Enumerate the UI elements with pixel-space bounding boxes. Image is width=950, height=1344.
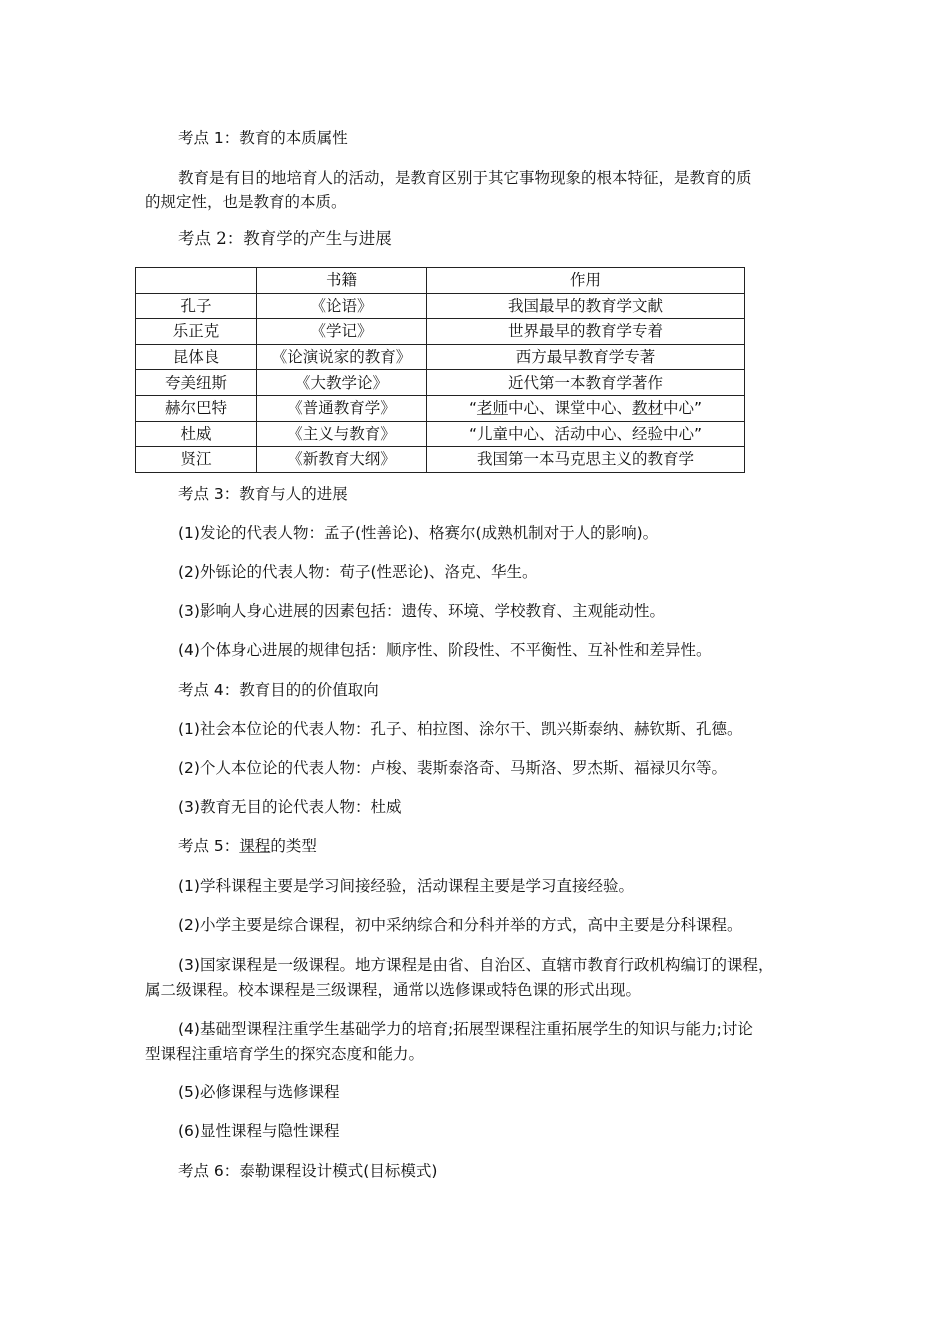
table-cell-person: 贤江	[136, 447, 257, 473]
section-4-item-2: (2)个人本位论的代表人物：卢梭、裴斯泰洛奇、马斯洛、罗杰斯、福禄贝尔等。	[178, 759, 727, 777]
teacher-link[interactable]: 老师	[476, 399, 508, 418]
section-5-item-4-line-2: 型课程注重培育学生的探究态度和能力。	[145, 1045, 425, 1063]
table-cell-book: 《主义与教育》	[257, 421, 427, 447]
table-cell-person: 杜威	[136, 421, 257, 447]
education-history-table	[135, 267, 745, 473]
section-5-item-3-line-2: 属二级课程。校本课程是三级课程，通常以选修课或特色课的形式出现。	[145, 981, 642, 999]
section-5-title	[178, 836, 317, 856]
section-5-item-6: (6)显性课程与隐性课程	[178, 1122, 340, 1140]
table-row	[136, 370, 745, 396]
section-5-title-suffix: 的类型	[270, 837, 317, 855]
table-row	[136, 447, 745, 473]
table-cell-role: 近代第一本教育学著作	[427, 370, 745, 396]
table-cell-book: 《论演说家的教育》	[257, 344, 427, 370]
table-cell-book: 《大教学论》	[257, 370, 427, 396]
section-4-item-3: (3)教育无目的论代表人物：杜威	[178, 798, 402, 816]
section-2-title: 考点 2：教育学的产生与进展	[178, 229, 392, 248]
table-cell-person: 孔子	[136, 293, 257, 319]
table-cell-role: 世界最早的教育学专着	[427, 319, 745, 345]
table-header-cell: 作用	[427, 268, 745, 294]
table-cell-person: 赫尔巴特	[136, 395, 257, 421]
herbart-role-quote-open: “	[468, 399, 477, 418]
table-cell-person: 乐正克	[136, 319, 257, 345]
section-3-item-4: (4)个体身心进展的规律包括：顺序性、阶段性、不平衡性、互补性和差异性。	[178, 641, 712, 659]
section-5-item-1: (1)学科课程主要是学习间接经验，活动课程主要是学习直接经验。	[178, 877, 634, 895]
section-3-item-2: (2)外铄论的代表人物：荀子(性恶论)、洛克、华生。	[178, 563, 538, 581]
section-5-title-prefix: 考点 5：	[178, 837, 240, 855]
table-cell-book: 《学记》	[257, 319, 427, 345]
section-3-item-1: (1)发论的代表人物：孟子(性善论)、格赛尔(成熟机制对于人的影响)。	[178, 524, 659, 542]
table-cell-book: 《普通教育学》	[257, 395, 427, 421]
table-header-cell: 书籍	[257, 268, 427, 294]
curriculum-link[interactable]: 课程	[239, 837, 271, 855]
section-1-paragraph-line-2: 的规定性，也是教育的本质。	[145, 193, 347, 211]
table-cell-role	[427, 395, 745, 421]
table-cell-role: 我国最早的教育学文献	[427, 293, 745, 319]
table-cell-person: 昆体良	[136, 344, 257, 370]
table-header-row	[136, 268, 745, 294]
table-cell-book: 《新教育大纲》	[257, 447, 427, 473]
section-1-title: 考点 1：教育的本质属性	[178, 129, 348, 147]
section-5-item-2: (2)小学主要是综合课程，初中采纳综合和分科并举的方式，高中主要是分科课程。	[178, 916, 743, 934]
section-5-item-4-line-1: (4)基础型课程注重学生基础学力的培育;拓展型课程注重拓展学生的知识与能力;讨论	[178, 1020, 753, 1038]
table-row	[136, 395, 745, 421]
textbook-link[interactable]: 教材	[632, 399, 664, 418]
table-row	[136, 421, 745, 447]
section-5-item-3-line-1: (3)国家课程是一级课程。地方课程是由省、自治区、直辖市教育行政机构编订的课程，	[178, 956, 774, 974]
herbart-role-middle: 中心、课堂中心、	[507, 399, 632, 418]
section-3-item-3: (3)影响人身心进展的因素包括：遗传、环境、学校教育、主观能动性。	[178, 602, 665, 620]
table-cell-role: 我国第一本马克思主义的教育学	[427, 447, 745, 473]
table-cell-role: “儿童中心、活动中心、经验中心”	[427, 421, 745, 447]
table-header-cell	[136, 268, 257, 294]
herbart-role-quote-close: 中心”	[663, 399, 703, 418]
table-row	[136, 293, 745, 319]
section-6-title: 考点 6：泰勒课程设计模式(目标模式)	[178, 1162, 438, 1180]
section-4-item-1: (1)社会本位论的代表人物：孔子、柏拉图、涂尔干、凯兴斯泰纳、赫钦斯、孔德。	[178, 720, 743, 738]
section-5-item-5: (5)必修课程与选修课程	[178, 1083, 340, 1101]
table-row	[136, 319, 745, 345]
table-cell-role: 西方最早教育学专著	[427, 344, 745, 370]
table-cell-person: 夸美纽斯	[136, 370, 257, 396]
section-1-paragraph-line-1: 教育是有目的地培育人的活动，是教育区别于其它事物现象的根本特征，是教育的质	[178, 169, 752, 187]
table-cell-book: 《论语》	[257, 293, 427, 319]
section-4-title: 考点 4：教育目的的价值取向	[178, 681, 379, 699]
section-3-title: 考点 3：教育与人的进展	[178, 485, 348, 503]
table-row	[136, 344, 745, 370]
